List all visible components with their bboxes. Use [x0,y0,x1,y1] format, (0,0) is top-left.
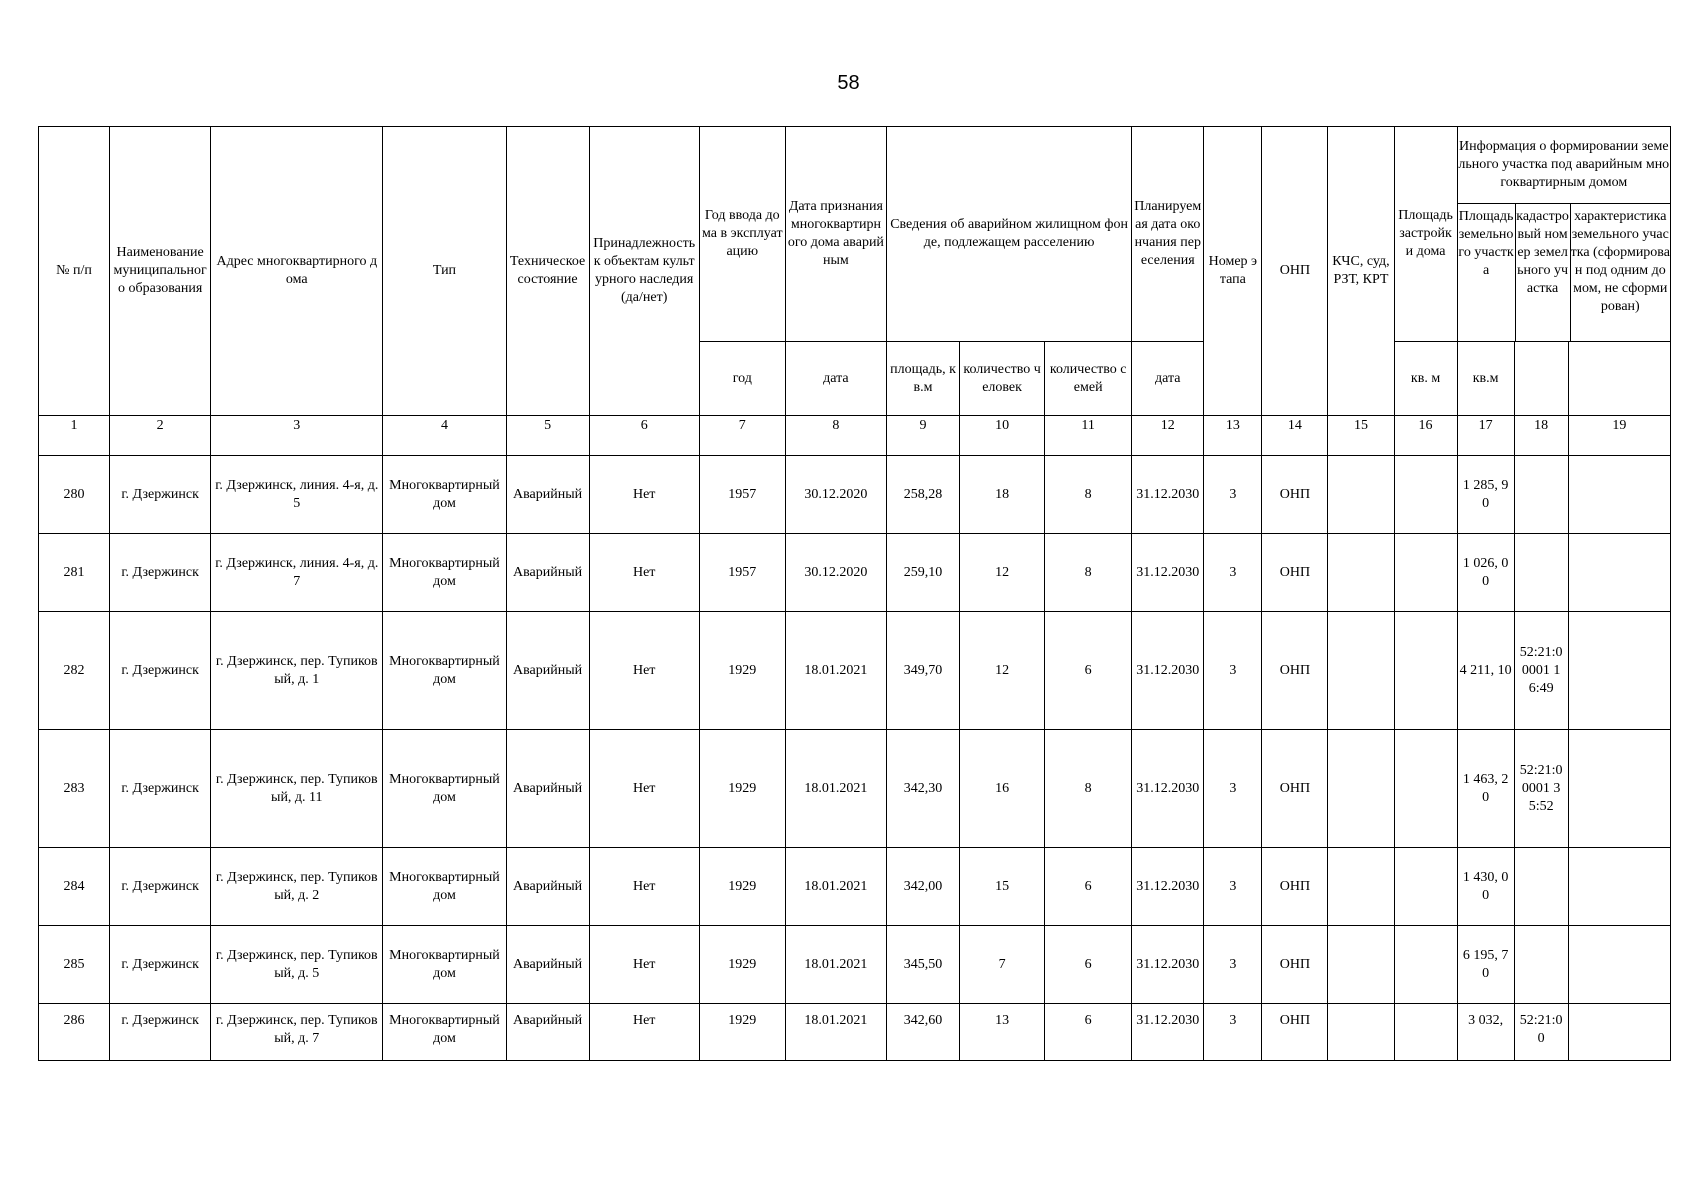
header-type: Тип [383,127,506,416]
cell-heritage: Нет [589,848,699,926]
cell-planned-date: 31.12.2030 [1132,1004,1204,1061]
cell-tech-state: Аварийный [506,534,589,612]
table-header [39,127,1671,456]
cell-tech-state: Аварийный [506,456,589,534]
cell-families: 6 [1045,848,1132,926]
cell-area: 259,10 [886,534,959,612]
cell-stage: 3 [1204,926,1262,1004]
cell-building-area [1394,456,1457,534]
cell-year: 1929 [699,926,785,1004]
header-planned-date: Планируемая дата окончания переселения [1132,127,1204,342]
header-land-char: характеристика земельного участка (сформирован под одним домом, не сформирован) [1570,209,1670,314]
header-land-info-group [1457,127,1670,342]
page-number: 58 [837,72,860,94]
cell-planned-date: 31.12.2030 [1132,534,1204,612]
table-row [39,848,1671,926]
cell-num: 286 [39,1004,110,1061]
cell-stage: 3 [1204,612,1262,730]
cell-type: Многоквартирный дом [383,456,506,534]
cell-year: 1957 [699,534,785,612]
subheader-cadastre [1514,342,1568,416]
header-heritage: Принадлежность к объектам культурного наследия (да/нет) [589,127,699,416]
cell-land-area: 6 195, 70 [1457,926,1514,1004]
header-land-area: Площадь земельного участка [1458,204,1516,341]
cell-land-char [1568,456,1670,534]
cell-planned-date: 31.12.2030 [1132,730,1204,848]
cell-heritage: Нет [589,926,699,1004]
cell-families: 8 [1045,456,1132,534]
table-row [39,1004,1671,1061]
cell-cadastre: 52:21:00 [1514,1004,1568,1061]
header-municipality: Наименование муниципального образования [110,127,211,416]
cell-heritage: Нет [589,612,699,730]
table-row [39,612,1671,730]
column-number: 5 [506,416,589,456]
cell-type: Многоквартирный дом [383,612,506,730]
cell-date: 30.12.2020 [785,534,886,612]
column-number: 19 [1568,416,1670,456]
cell-cadastre [1514,456,1568,534]
header-year: Год ввода дома в эксплуатацию [699,127,785,342]
cell-onp: ОНП [1262,534,1328,612]
cell-address: г. Дзержинск, линия. 4-я, д. 7 [211,534,383,612]
column-number: 15 [1328,416,1394,456]
cell-area: 342,00 [886,848,959,926]
cell-building-area [1394,534,1457,612]
table-row [39,926,1671,1004]
cell-type: Многоквартирный дом [383,534,506,612]
cell-area: 345,50 [886,926,959,1004]
cell-cadastre [1514,848,1568,926]
cell-people: 18 [960,456,1045,534]
cell-onp: ОНП [1262,612,1328,730]
column-number: 4 [383,416,506,456]
cell-area: 349,70 [886,612,959,730]
cell-people: 13 [960,1004,1045,1061]
column-number: 2 [110,416,211,456]
cell-year: 1929 [699,1004,785,1061]
header-cadastre: кадастровый номер земельного участка [1516,204,1571,341]
cell-land-char [1568,730,1670,848]
cell-municipality: г. Дзержинск [110,848,211,926]
cell-building-area [1394,1004,1457,1061]
subheader-date: дата [785,342,886,416]
cell-year: 1929 [699,848,785,926]
column-number: 13 [1204,416,1262,456]
cell-planned-date: 31.12.2030 [1132,848,1204,926]
cell-kchs [1328,730,1394,848]
column-number: 6 [589,416,699,456]
cell-people: 7 [960,926,1045,1004]
cell-year: 1929 [699,730,785,848]
cell-kchs [1328,1004,1394,1061]
cell-heritage: Нет [589,1004,699,1061]
cell-type: Многоквартирный дом [383,926,506,1004]
cell-onp: ОНП [1262,1004,1328,1061]
subheader-year: год [699,342,785,416]
cell-planned-date: 31.12.2030 [1132,456,1204,534]
cell-people: 16 [960,730,1045,848]
column-number: 14 [1262,416,1328,456]
table-body [39,456,1671,1061]
cell-planned-date: 31.12.2030 [1132,926,1204,1004]
cell-building-area [1394,926,1457,1004]
column-number: 10 [960,416,1045,456]
cell-municipality: г. Дзержинск [110,534,211,612]
cell-address: г. Дзержинск, пер. Тупиковый, д. 2 [211,848,383,926]
cell-onp: ОНП [1262,926,1328,1004]
cell-tech-state: Аварийный [506,1004,589,1061]
cell-area: 258,28 [886,456,959,534]
cell-address: г. Дзержинск, пер. Тупиковый, д. 11 [211,730,383,848]
cell-address: г. Дзержинск, пер. Тупиковый, д. 1 [211,612,383,730]
cell-municipality: г. Дзержинск [110,730,211,848]
cell-families: 6 [1045,612,1132,730]
cell-onp: ОНП [1262,848,1328,926]
cell-land-char [1568,534,1670,612]
cell-area: 342,60 [886,1004,959,1061]
cell-address: г. Дзержинск, пер. Тупиковый, д. 5 [211,926,383,1004]
cell-address: г. Дзержинск, линия. 4-я, д. 5 [211,456,383,534]
cell-num: 280 [39,456,110,534]
column-number: 16 [1394,416,1457,456]
cell-families: 8 [1045,534,1132,612]
cell-heritage: Нет [589,456,699,534]
column-number: 8 [785,416,886,456]
cell-type: Многоквартирный дом [383,730,506,848]
cell-type: Многоквартирный дом [383,1004,506,1061]
cell-municipality: г. Дзержинск [110,1004,211,1061]
cell-date: 18.01.2021 [785,612,886,730]
emergency-housing-table [38,126,1671,1061]
cell-date: 18.01.2021 [785,730,886,848]
cell-area: 342,30 [886,730,959,848]
column-number: 18 [1514,416,1568,456]
cell-num: 284 [39,848,110,926]
cell-building-area [1394,730,1457,848]
cell-heritage: Нет [589,534,699,612]
cell-cadastre: 52:21:00001 16:49 [1514,612,1568,730]
cell-kchs [1328,456,1394,534]
table-row [39,730,1671,848]
cell-families: 8 [1045,730,1132,848]
cell-kchs [1328,926,1394,1004]
header-kchs: КЧС, суд, РЗТ, КРТ [1328,127,1394,416]
header-onp: ОНП [1262,127,1328,416]
cell-municipality: г. Дзержинск [110,456,211,534]
cell-building-area [1394,612,1457,730]
cell-num: 285 [39,926,110,1004]
cell-date: 30.12.2020 [785,456,886,534]
header-num: № п/п [39,127,110,416]
cell-tech-state: Аварийный [506,730,589,848]
cell-land-char [1568,848,1670,926]
cell-num: 281 [39,534,110,612]
cell-land-area: 1 285, 90 [1457,456,1514,534]
cell-kchs [1328,848,1394,926]
cell-municipality: г. Дзержинск [110,612,211,730]
cell-address: г. Дзержинск, пер. Тупиковый, д. 7 [211,1004,383,1061]
column-number: 3 [211,416,383,456]
cell-year: 1929 [699,612,785,730]
cell-tech-state: Аварийный [506,612,589,730]
subheader-families: количество семей [1045,342,1132,416]
column-number: 1 [39,416,110,456]
subheader-area: площадь, кв.м [886,342,959,416]
cell-stage: 3 [1204,730,1262,848]
cell-land-char [1568,612,1670,730]
cell-land-area: 1 026, 00 [1457,534,1514,612]
cell-families: 6 [1045,1004,1132,1061]
cell-municipality: г. Дзержинск [110,926,211,1004]
cell-land-area: 1 463, 20 [1457,730,1514,848]
cell-tech-state: Аварийный [506,926,589,1004]
cell-type: Многоквартирный дом [383,848,506,926]
cell-onp: ОНП [1262,730,1328,848]
cell-stage: 3 [1204,848,1262,926]
header-stage: Номер этапа [1204,127,1262,416]
column-number: 12 [1132,416,1204,456]
cell-cadastre [1514,534,1568,612]
column-number: 17 [1457,416,1514,456]
subheader-building-area: кв. м [1394,342,1457,416]
cell-year: 1957 [699,456,785,534]
cell-date: 18.01.2021 [785,848,886,926]
column-numbers-row [39,416,1671,456]
cell-tech-state: Аварийный [506,848,589,926]
cell-date: 18.01.2021 [785,926,886,1004]
cell-land-area: 3 032, [1457,1004,1514,1061]
column-number: 9 [886,416,959,456]
cell-land-char [1568,1004,1670,1061]
cell-people: 12 [960,612,1045,730]
cell-people: 15 [960,848,1045,926]
header-land-info: Информация о формировании земельного участка под аварийным многоквартирным домом [1458,127,1670,204]
subheader-land-char [1568,342,1670,416]
cell-building-area [1394,848,1457,926]
header-address: Адрес многоквартирного дома [211,127,383,416]
cell-date: 18.01.2021 [785,1004,886,1061]
cell-num: 282 [39,612,110,730]
cell-heritage: Нет [589,730,699,848]
header-housing-info: Сведения об аварийном жилищном фонде, подлежащем расселению [886,127,1131,342]
cell-planned-date: 31.12.2030 [1132,612,1204,730]
cell-stage: 3 [1204,456,1262,534]
subheader-people: количество человек [960,342,1045,416]
cell-cadastre [1514,926,1568,1004]
cell-stage: 3 [1204,1004,1262,1061]
cell-families: 6 [1045,926,1132,1004]
cell-land-area: 1 430, 00 [1457,848,1514,926]
subheader-planned-date: дата [1132,342,1204,416]
cell-num: 283 [39,730,110,848]
column-number: 7 [699,416,785,456]
cell-onp: ОНП [1262,456,1328,534]
cell-kchs [1328,612,1394,730]
cell-kchs [1328,534,1394,612]
header-recognition-date: Дата признания многоквартирного дома аварийным [785,127,886,342]
table-row [39,534,1671,612]
cell-land-char [1568,926,1670,1004]
header-tech-state: Техническое состояние [506,127,589,416]
header-building-area: Площадь застройки дома [1394,127,1457,342]
table-row [39,456,1671,534]
cell-people: 12 [960,534,1045,612]
cell-stage: 3 [1204,534,1262,612]
cell-land-area: 4 211, 10 [1457,612,1514,730]
cell-cadastre: 52:21:00001 35:52 [1514,730,1568,848]
column-number: 11 [1045,416,1132,456]
subheader-land-area: кв.м [1457,342,1514,416]
